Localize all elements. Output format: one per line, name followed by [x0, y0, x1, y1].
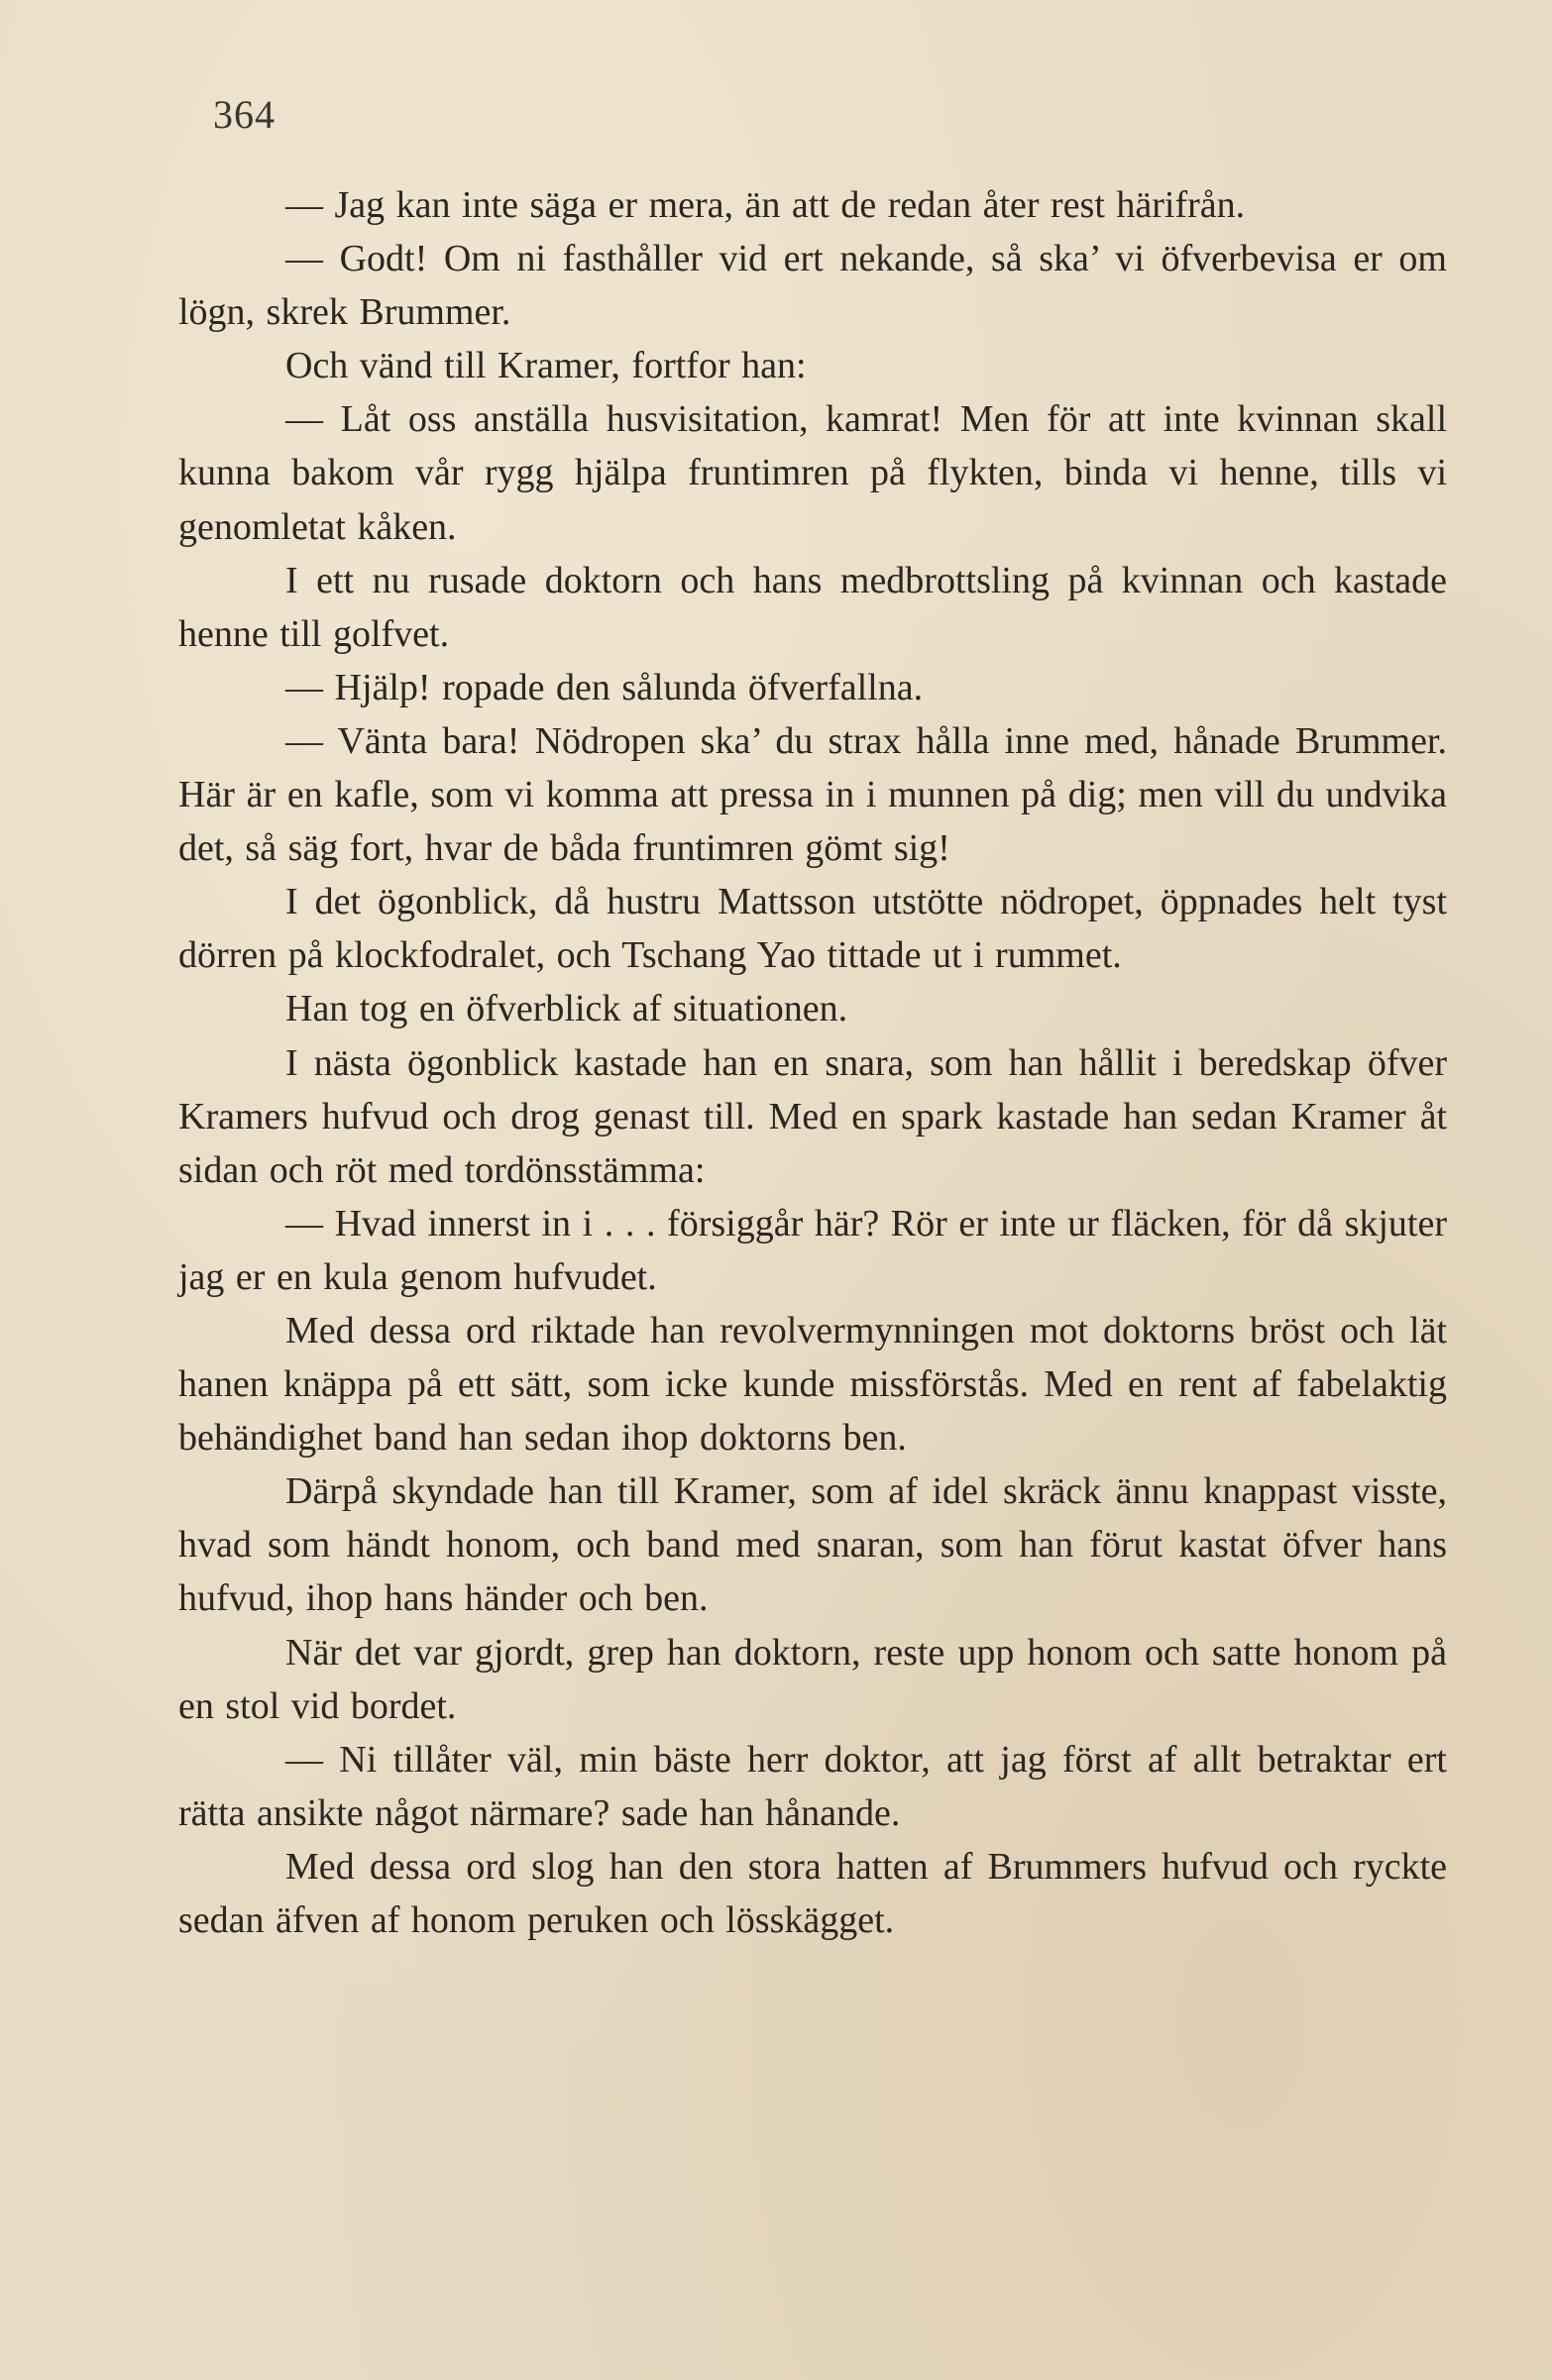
paragraph-7: — Vänta bara! Nödropen ska’ du strax hålla inne med, hånade Brummer. Här är en kafle, som vi komma att pressa in i munnen på dig; men vill du undvika det, så säg fort, hvar de båda fruntimren gömt sig!	[178, 719, 1447, 870]
paragraph-16: Med dessa ord slog han den stora hatten af Brummers hufvud och ryckte sedan äfven af honom peruken och lösskägget.	[178, 1845, 1447, 1941]
paragraph-5: I ett nu rusade doktorn och hans medbrottsling på kvinnan och kastade henne till golfvet.	[178, 559, 1447, 655]
paragraph-6: — Hjälp! ropade den sålunda öfverfallna.	[285, 666, 924, 708]
paragraph-11: — Hvad innerst in i . . . försiggår här? Rör er inte ur fläcken, för då skjuter jag er en kula genom hufvudet.	[178, 1202, 1447, 1298]
paragraph-9: Han tog en öfverblick af situationen.	[285, 988, 848, 1030]
paragraph-13: Därpå skyndade han till Kramer, som af idel skräck ännu knappast visste, hvad som händt honom, och band med snaran, som han förut kastat öfver hans hufvud, ihop hans händer och ben.	[178, 1470, 1447, 1620]
paragraph-15: — Ni tillåter väl, min bäste herr doktor, att jag först af allt betraktar ert rätta ansikte något närmare? sade han hånande.	[178, 1738, 1447, 1834]
paragraph-2: — Godt! Om ni fasthåller vid ert nekande, så ska’ vi öfverbevisa er om lögn, skrek Brummer.	[178, 238, 1447, 334]
paragraph-14: När det var gjordt, grep han doktorn, reste upp honom och satte honom på en stol vid bordet.	[178, 1631, 1447, 1727]
text-column	[178, 178, 1447, 1947]
paragraph-12: Med dessa ord riktade han revolvermynningen mot doktorns bröst och lät hanen knäppa på ett sätt, som icke kunde missförstås. Med en rent af fabelaktig behändighet band han sedan ihop doktorns ben.	[178, 1309, 1447, 1460]
paragraph-4: — Låt oss anställa husvisitation, kamrat! Men för att inte kvinnan skall kunna bakom vår rygg hjälpa fruntimren på flykten, binda vi henne, tills vi genomletat kåken.	[178, 398, 1447, 548]
paragraph-3: Och vänd till Kramer, fortfor han:	[285, 345, 807, 387]
page-number: 364	[213, 92, 276, 137]
paragraph-1: — Jag kan inte säga er mera, än att de redan åter rest härifrån.	[285, 184, 1246, 226]
paragraph-10: I nästa ögonblick kastade han en snara, som han hållit i beredskap öfver Kramers hufvud och drog genast till. Med en spark kastade han sedan Kramer åt sidan och röt med tordönsstämma:	[178, 1041, 1447, 1191]
paragraph-8: I det ögonblick, då hustru Mattsson utstötte nödropet, öppnades helt tyst dörren på klockfodralet, och Tschang Yao tittade ut i rummet.	[178, 881, 1447, 977]
